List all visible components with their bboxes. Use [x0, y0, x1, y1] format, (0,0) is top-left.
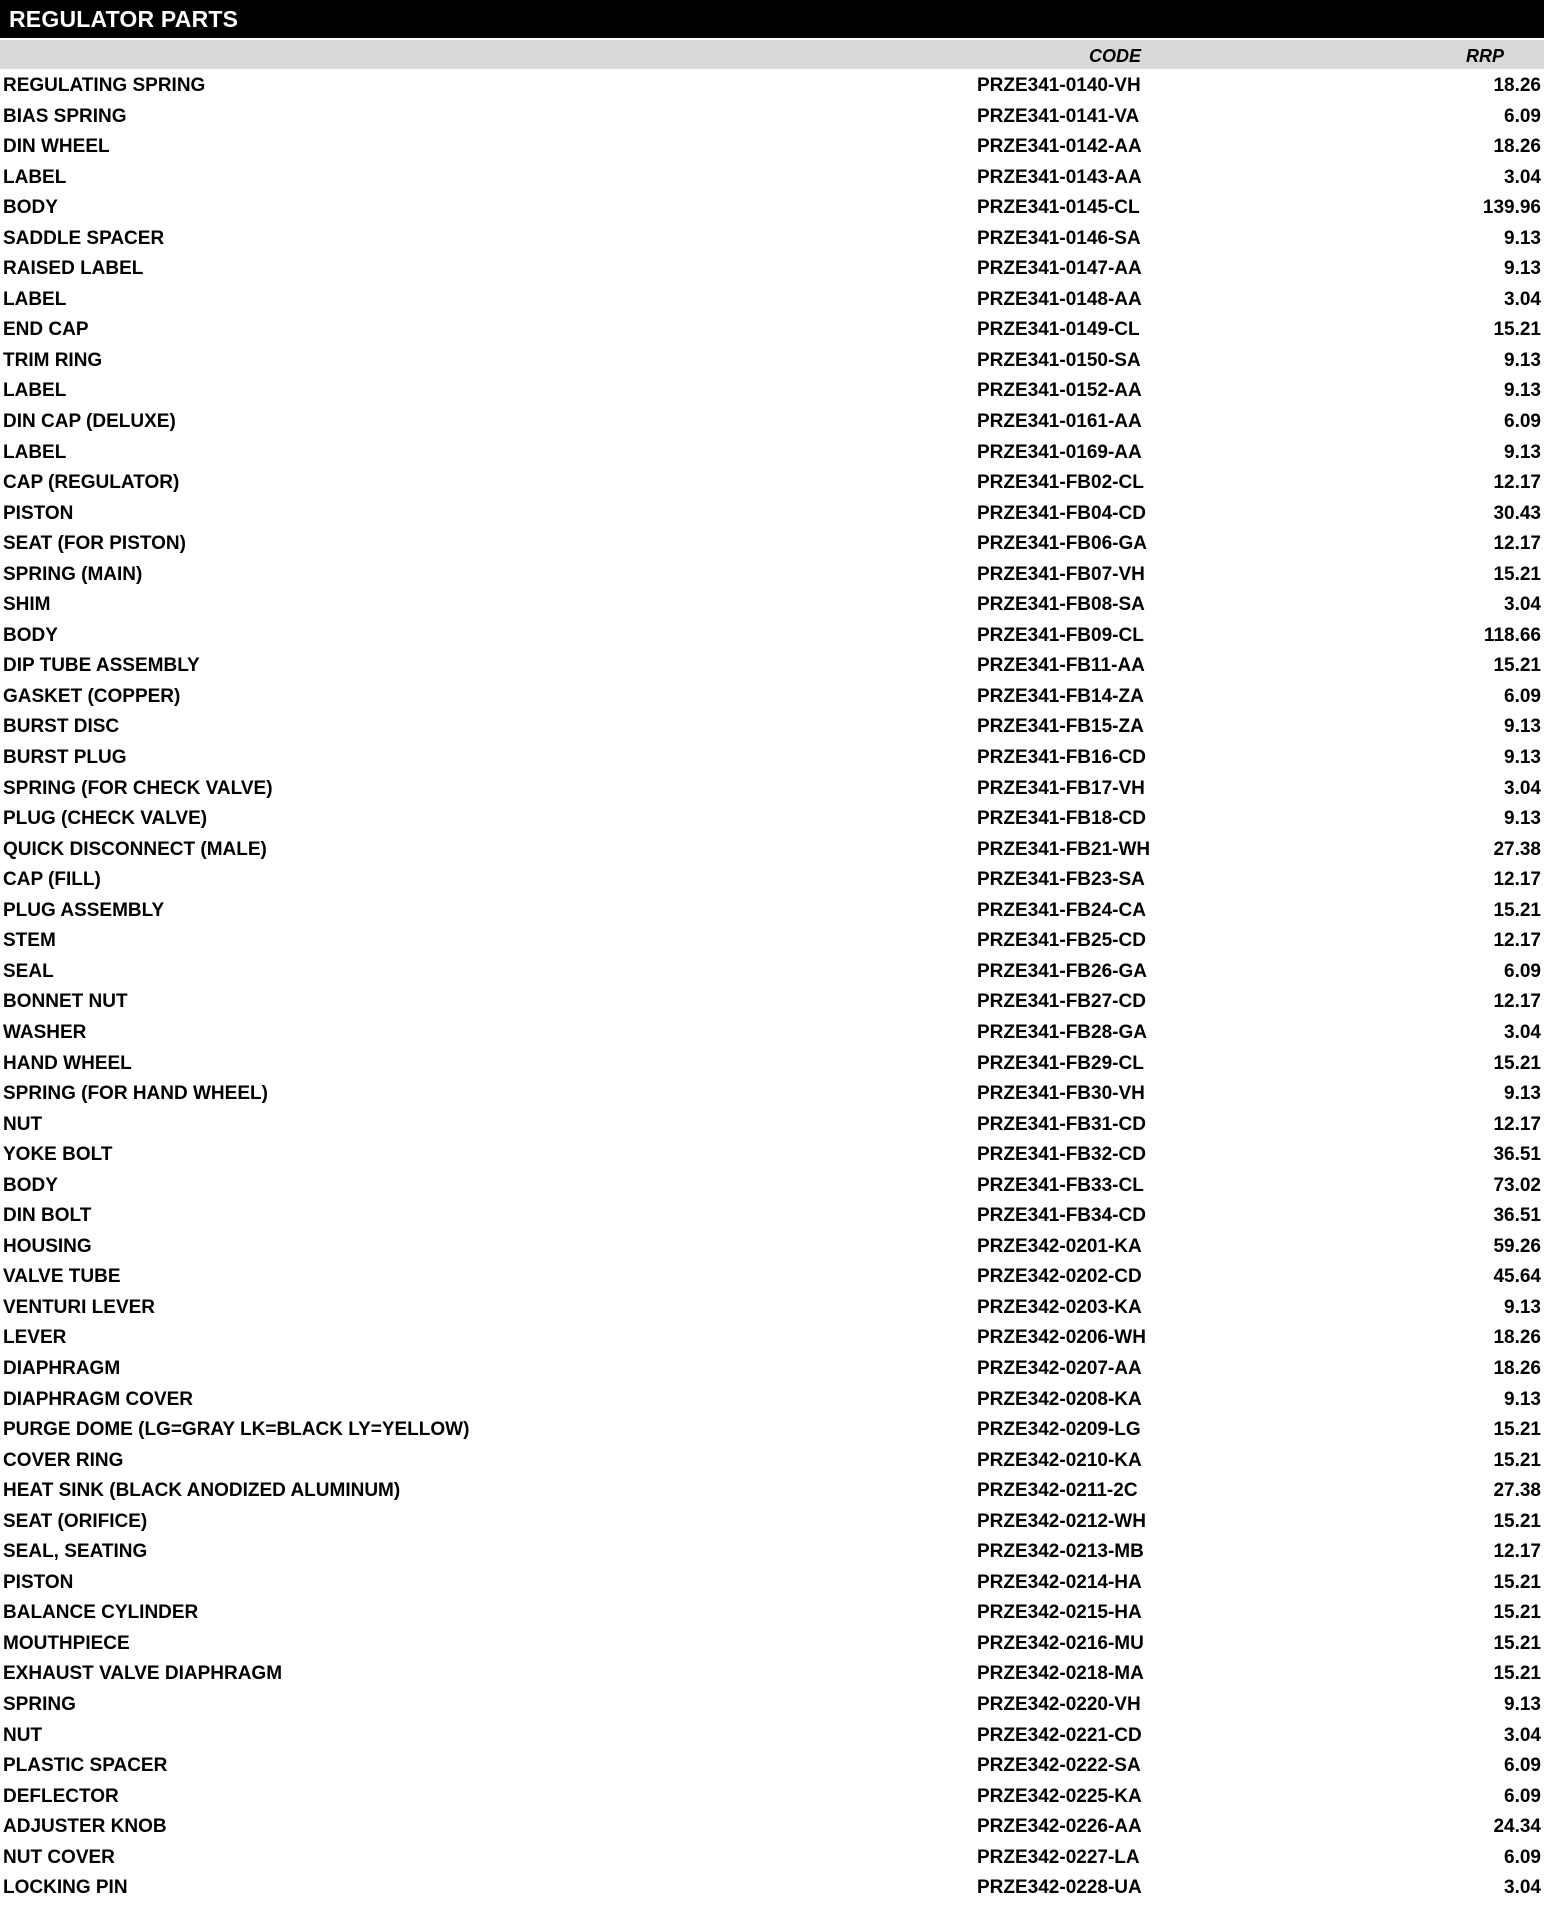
- part-code-cell: PRZE341-FB09-CL: [977, 624, 1144, 646]
- part-name-cell: SPRING (MAIN): [3, 563, 143, 585]
- part-code-cell: PRZE341-0140-VH: [977, 75, 1141, 96]
- part-name-cell: TRIM RING: [3, 349, 103, 371]
- rrp-price-cell: 15.21: [1493, 563, 1541, 585]
- rrp-price-cell: 12.17: [1493, 869, 1541, 891]
- part-name-cell: BURST PLUG: [3, 747, 127, 769]
- part-name-cell: SEAL, SEATING: [3, 1541, 148, 1563]
- part-name-cell: PLUG ASSEMBLY: [3, 899, 165, 921]
- column-header-row: [0, 40, 1544, 69]
- rrp-price-cell: 15.21: [1493, 1571, 1541, 1593]
- table-row: [0, 285, 1544, 316]
- part-name-cell: SHIM: [3, 594, 51, 616]
- rrp-price-cell: 9.13: [1504, 258, 1541, 280]
- part-name-cell: BODY: [3, 1174, 58, 1196]
- rrp-price-cell: 12.17: [1493, 930, 1541, 952]
- part-code-cell: PRZE341-0145-CL: [977, 197, 1140, 219]
- table-row: [0, 529, 1544, 560]
- table-row: [0, 560, 1544, 591]
- part-code-cell: PRZE341-FB07-VH: [977, 563, 1145, 585]
- part-name-cell: BODY: [3, 624, 58, 646]
- rrp-price-cell: 9.13: [1504, 441, 1541, 463]
- rrp-price-cell: 27.38: [1493, 838, 1541, 860]
- part-name-cell: BALANCE CYLINDER: [3, 1602, 199, 1624]
- part-code-cell: PRZE342-0216-MU: [977, 1632, 1144, 1654]
- part-name-cell: STEM: [3, 930, 56, 952]
- rrp-price-cell: 9.13: [1504, 380, 1541, 402]
- rrp-price-cell: 9.13: [1504, 1693, 1541, 1715]
- rrp-price-cell: 45.64: [1493, 1266, 1541, 1288]
- part-name-cell: SEAL: [3, 960, 54, 982]
- part-name-cell: DIN WHEEL: [3, 136, 110, 158]
- part-code-cell: PRZE341-FB28-GA: [977, 1021, 1147, 1043]
- rrp-price-cell: 12.17: [1493, 472, 1541, 494]
- table-row: [0, 1843, 1544, 1874]
- page-title: REGULATOR PARTS: [0, 0, 1544, 38]
- part-code-cell: PRZE341-0141-VA: [977, 105, 1140, 127]
- table-row: [0, 71, 1544, 102]
- rrp-price-cell: 24.34: [1493, 1816, 1541, 1838]
- part-name-cell: WASHER: [3, 1021, 87, 1043]
- part-code-cell: PRZE342-0225-KA: [977, 1785, 1142, 1807]
- part-name-cell: EXHAUST VALVE DIAPHRAGM: [3, 1663, 283, 1685]
- rrp-price-cell: 9.13: [1504, 227, 1541, 249]
- table-row: [0, 102, 1544, 133]
- rrp-price-cell: 12.17: [1493, 1541, 1541, 1563]
- part-code-cell: PRZE342-0218-MA: [977, 1663, 1144, 1685]
- rrp-price-cell: 30.43: [1493, 502, 1541, 524]
- table-row: [0, 1568, 1544, 1599]
- rrp-price-cell: 9.13: [1504, 808, 1541, 830]
- table-row: [0, 1751, 1544, 1782]
- part-code-cell: PRZE341-0161-AA: [977, 411, 1142, 433]
- table-row: [0, 1476, 1544, 1507]
- rrp-price-cell: 12.17: [1493, 1113, 1541, 1135]
- part-name-cell: PLUG (CHECK VALVE): [3, 808, 208, 830]
- part-name-cell: QUICK DISCONNECT (MALE): [3, 838, 267, 860]
- rrp-price-cell: 6.09: [1504, 1846, 1541, 1868]
- rrp-price-cell: 9.13: [1504, 747, 1541, 769]
- part-name-cell: SPRING (FOR HAND WHEEL): [3, 1083, 268, 1105]
- part-code-cell: PRZE341-0152-AA: [977, 380, 1142, 402]
- rrp-price-cell: 3.04: [1504, 594, 1541, 616]
- part-code-cell: PRZE341-FB18-CD: [977, 808, 1146, 830]
- table-row: [0, 1293, 1544, 1324]
- table-row: [0, 1018, 1544, 1049]
- part-code-cell: PRZE341-FB06-GA: [977, 533, 1147, 555]
- rrp-price-cell: 6.09: [1504, 685, 1541, 707]
- part-name-cell: PISTON: [3, 1571, 74, 1593]
- part-name-cell: PURGE DOME (LG=GRAY LK=BLACK LY=YELLOW): [3, 1419, 470, 1441]
- rrp-price-cell: 3.04: [1504, 166, 1541, 188]
- part-name-cell: BURST DISC: [3, 716, 120, 738]
- part-code-cell: PRZE341-0142-AA: [977, 136, 1142, 158]
- table-row: [0, 1446, 1544, 1477]
- part-name-cell: SEAT (FOR PISTON): [3, 533, 186, 555]
- part-code-cell: PRZE342-0208-KA: [977, 1388, 1142, 1410]
- rrp-price-cell: 9.13: [1504, 1296, 1541, 1318]
- part-code-cell: PRZE341-0146-SA: [977, 227, 1141, 249]
- rrp-price-cell: 36.51: [1493, 1205, 1541, 1227]
- part-name-cell: END CAP: [3, 319, 89, 341]
- part-name-cell: BIAS SPRING: [3, 105, 127, 127]
- part-name-cell: DIN CAP (DELUXE): [3, 411, 176, 433]
- part-code-cell: PRZE342-0209-LG: [977, 1419, 1141, 1441]
- rrp-price-cell: 3.04: [1504, 1724, 1541, 1746]
- part-code-cell: PRZE341-FB23-SA: [977, 869, 1145, 891]
- part-code-cell: PRZE342-0226-AA: [977, 1816, 1142, 1838]
- part-code-cell: PRZE341-FB27-CD: [977, 991, 1146, 1013]
- table-row: [0, 224, 1544, 255]
- part-name-cell: COVER RING: [3, 1449, 124, 1471]
- part-name-cell: MOUTHPIECE: [3, 1632, 130, 1654]
- part-code-cell: PRZE342-0201-KA: [977, 1235, 1142, 1257]
- rrp-price-cell: 15.21: [1493, 1510, 1541, 1532]
- part-name-cell: NUT: [3, 1113, 43, 1135]
- part-code-cell: PRZE342-0220-VH: [977, 1693, 1141, 1715]
- rrp-price-cell: 27.38: [1493, 1480, 1541, 1502]
- table-row: [0, 1140, 1544, 1171]
- table-row: [0, 1598, 1544, 1629]
- part-name-cell: PLASTIC SPACER: [3, 1755, 168, 1777]
- part-code-cell: PRZE341-FB24-CA: [977, 899, 1146, 921]
- part-code-cell: PRZE341-FB30-VH: [977, 1083, 1145, 1105]
- table-row: [0, 163, 1544, 194]
- rrp-price-cell: 3.04: [1504, 777, 1541, 799]
- part-name-cell: LABEL: [3, 380, 67, 402]
- part-code-cell: PRZE341-FB14-ZA: [977, 685, 1144, 707]
- table-row: [0, 1721, 1544, 1752]
- table-row: [0, 1782, 1544, 1813]
- part-name-cell: HOUSING: [3, 1235, 92, 1257]
- rrp-price-cell: 18.26: [1493, 136, 1541, 158]
- part-name-cell: BONNET NUT: [3, 991, 128, 1013]
- table-row: [0, 957, 1544, 988]
- rrp-price-cell: 15.21: [1493, 1419, 1541, 1441]
- part-code-cell: PRZE341-FB31-CD: [977, 1113, 1146, 1135]
- table-row: [0, 1690, 1544, 1721]
- part-code-cell: PRZE341-FB04-CD: [977, 502, 1146, 524]
- table-row: [0, 1262, 1544, 1293]
- table-row: [0, 865, 1544, 896]
- rrp-price-cell: 3.04: [1504, 1021, 1541, 1043]
- table-row: [0, 590, 1544, 621]
- rrp-price-cell: 15.21: [1493, 1632, 1541, 1654]
- rrp-price-cell: 12.17: [1493, 533, 1541, 555]
- table-row: [0, 1110, 1544, 1141]
- rrp-price-cell: 6.09: [1504, 105, 1541, 127]
- table-row: [0, 1354, 1544, 1385]
- part-name-cell: SPRING: [3, 1693, 76, 1715]
- part-name-cell: CAP (REGULATOR): [3, 472, 180, 494]
- table-row: [0, 835, 1544, 866]
- rrp-price-cell: 15.21: [1493, 319, 1541, 341]
- rrp-price-cell: 9.13: [1504, 1083, 1541, 1105]
- part-code-cell: PRZE342-0222-SA: [977, 1755, 1141, 1777]
- part-name-cell: RAISED LABEL: [3, 258, 144, 280]
- part-code-cell: PRZE341-FB21-WH: [977, 838, 1151, 860]
- rrp-price-cell: 18.26: [1493, 75, 1541, 96]
- rrp-price-cell: 139.96: [1482, 197, 1541, 219]
- part-name-cell: PISTON: [3, 502, 74, 524]
- rrp-price-cell: 6.09: [1504, 960, 1541, 982]
- rrp-price-cell: 9.13: [1504, 349, 1541, 371]
- rrp-price-cell: 9.13: [1504, 716, 1541, 738]
- table-row: [0, 1812, 1544, 1843]
- rrp-price-cell: 18.26: [1493, 1357, 1541, 1379]
- table-row: [0, 987, 1544, 1018]
- part-name-cell: BODY: [3, 197, 58, 219]
- part-name-cell: SPRING (FOR CHECK VALVE): [3, 777, 273, 799]
- table-row: [0, 1537, 1544, 1568]
- part-name-cell: LEVER: [3, 1327, 67, 1349]
- table-row: [0, 438, 1544, 469]
- rrp-price-cell: 6.09: [1504, 411, 1541, 433]
- part-name-cell: VENTURI LEVER: [3, 1296, 156, 1318]
- part-code-cell: PRZE342-0212-WH: [977, 1510, 1146, 1532]
- table-row: [0, 712, 1544, 743]
- table-row: [0, 682, 1544, 713]
- part-code-cell: PRZE342-0221-CD: [977, 1724, 1142, 1746]
- table-row: [0, 1415, 1544, 1446]
- rrp-price-cell: 59.26: [1493, 1235, 1541, 1257]
- part-code-cell: PRZE342-0214-HA: [977, 1571, 1142, 1593]
- table-row: [0, 1659, 1544, 1690]
- rrp-price-cell: 3.04: [1504, 288, 1541, 310]
- part-name-cell: NUT: [3, 1724, 43, 1746]
- part-code-cell: PRZE341-FB29-CL: [977, 1052, 1144, 1074]
- table-row: [0, 468, 1544, 499]
- rrp-price-cell: 9.13: [1504, 1388, 1541, 1410]
- part-name-cell: LABEL: [3, 288, 67, 310]
- table-row: [0, 499, 1544, 530]
- table-row: [0, 1629, 1544, 1660]
- rrp-price-cell: 3.04: [1504, 1877, 1541, 1899]
- part-name-cell: DIAPHRAGM COVER: [3, 1388, 194, 1410]
- part-code-cell: PRZE342-0213-MB: [977, 1541, 1144, 1563]
- part-code-cell: PRZE341-0148-AA: [977, 288, 1142, 310]
- part-code-cell: PRZE342-0210-KA: [977, 1449, 1142, 1471]
- part-code-cell: PRZE341-FB02-CL: [977, 472, 1144, 494]
- part-name-cell: NUT COVER: [3, 1846, 115, 1868]
- part-name-cell: SEAT (ORIFICE): [3, 1510, 148, 1532]
- table-row: [0, 315, 1544, 346]
- table-row: [0, 804, 1544, 835]
- part-code-cell: PRZE341-FB15-ZA: [977, 716, 1144, 738]
- rrp-price-cell: 18.26: [1493, 1327, 1541, 1349]
- part-name-cell: HEAT SINK (BLACK ANODIZED ALUMINUM): [3, 1480, 401, 1502]
- part-code-cell: PRZE341-FB16-CD: [977, 747, 1146, 769]
- part-name-cell: DIAPHRAGM: [3, 1357, 121, 1379]
- part-code-cell: PRZE341-FB34-CD: [977, 1205, 1146, 1227]
- table-row: [0, 1079, 1544, 1110]
- rrp-price-cell: 15.21: [1493, 1602, 1541, 1624]
- part-name-cell: SADDLE SPACER: [3, 227, 165, 249]
- part-code-cell: PRZE341-FB08-SA: [977, 594, 1145, 616]
- table-row: [0, 926, 1544, 957]
- part-name-cell: LABEL: [3, 441, 67, 463]
- rrp-price-cell: 15.21: [1493, 1663, 1541, 1685]
- table-row: [0, 1507, 1544, 1538]
- rrp-price-cell: 12.17: [1493, 991, 1541, 1013]
- part-code-cell: PRZE342-0202-CD: [977, 1266, 1142, 1288]
- part-code-cell: PRZE342-0203-KA: [977, 1296, 1142, 1318]
- part-code-cell: PRZE341-FB11-AA: [977, 655, 1145, 677]
- part-name-cell: DIP TUBE ASSEMBLY: [3, 655, 200, 677]
- part-name-cell: YOKE BOLT: [3, 1144, 113, 1166]
- part-code-cell: PRZE341-0150-SA: [977, 349, 1141, 371]
- table-row: [0, 651, 1544, 682]
- part-name-cell: LABEL: [3, 166, 67, 188]
- table-row: [0, 407, 1544, 438]
- table-row: [0, 1232, 1544, 1263]
- part-code-cell: PRZE341-0147-AA: [977, 258, 1142, 280]
- rrp-price-cell: 6.09: [1504, 1755, 1541, 1777]
- table-row: [0, 132, 1544, 163]
- table-row: [0, 346, 1544, 377]
- table-row: [0, 254, 1544, 285]
- part-name-cell: HAND WHEEL: [3, 1052, 132, 1074]
- parts-table-body: [0, 71, 1544, 1904]
- rrp-column-header: RRP: [1465, 46, 1504, 66]
- part-code-cell: PRZE341-0169-AA: [977, 441, 1142, 463]
- part-code-cell: PRZE341-0149-CL: [977, 319, 1140, 341]
- part-code-cell: PRZE341-FB33-CL: [977, 1174, 1144, 1196]
- part-code-cell: PRZE341-FB25-CD: [977, 930, 1146, 952]
- rrp-price-cell: 15.21: [1493, 899, 1541, 921]
- part-code-cell: PRZE342-0215-HA: [977, 1602, 1142, 1624]
- part-code-cell: PRZE342-0228-UA: [977, 1877, 1142, 1899]
- part-code-cell: PRZE342-0207-AA: [977, 1357, 1142, 1379]
- part-code-cell: PRZE341-FB26-GA: [977, 960, 1147, 982]
- part-name-cell: ADJUSTER KNOB: [3, 1816, 167, 1838]
- table-row: [0, 1873, 1544, 1904]
- rrp-price-cell: 15.21: [1493, 1052, 1541, 1074]
- code-column-header: CODE: [1088, 46, 1141, 66]
- part-code-cell: PRZE342-0227-LA: [977, 1846, 1140, 1868]
- part-name-cell: DEFLECTOR: [3, 1785, 119, 1807]
- table-row: [0, 1201, 1544, 1232]
- rrp-price-cell: 15.21: [1493, 655, 1541, 677]
- table-row: [0, 621, 1544, 652]
- table-row: [0, 1049, 1544, 1080]
- rrp-price-cell: 118.66: [1483, 624, 1541, 646]
- part-name-cell: GASKET (COPPER): [3, 685, 181, 707]
- table-row: [0, 193, 1544, 224]
- part-name-cell: VALVE TUBE: [3, 1266, 121, 1288]
- table-row: [0, 1385, 1544, 1416]
- part-name-cell: CAP (FILL): [3, 869, 101, 891]
- rrp-price-cell: 36.51: [1493, 1144, 1541, 1166]
- part-code-cell: PRZE342-0211-2C: [977, 1480, 1138, 1502]
- table-row: [0, 774, 1544, 805]
- part-code-cell: PRZE341-FB32-CD: [977, 1144, 1146, 1166]
- table-row: [0, 743, 1544, 774]
- part-code-cell: PRZE341-0143-AA: [977, 166, 1142, 188]
- table-row: [0, 1323, 1544, 1354]
- part-name-cell: LOCKING PIN: [3, 1877, 128, 1899]
- part-name-cell: DIN BOLT: [3, 1205, 92, 1227]
- rrp-price-cell: 6.09: [1504, 1785, 1541, 1807]
- table-row: [0, 896, 1544, 927]
- table-row: [0, 376, 1544, 407]
- part-name-cell: REGULATING SPRING: [3, 75, 206, 96]
- part-code-cell: PRZE341-FB17-VH: [977, 777, 1145, 799]
- rrp-price-cell: 73.02: [1493, 1174, 1541, 1196]
- rrp-price-cell: 15.21: [1493, 1449, 1541, 1471]
- table-row: [0, 1171, 1544, 1202]
- part-code-cell: PRZE342-0206-WH: [977, 1327, 1146, 1349]
